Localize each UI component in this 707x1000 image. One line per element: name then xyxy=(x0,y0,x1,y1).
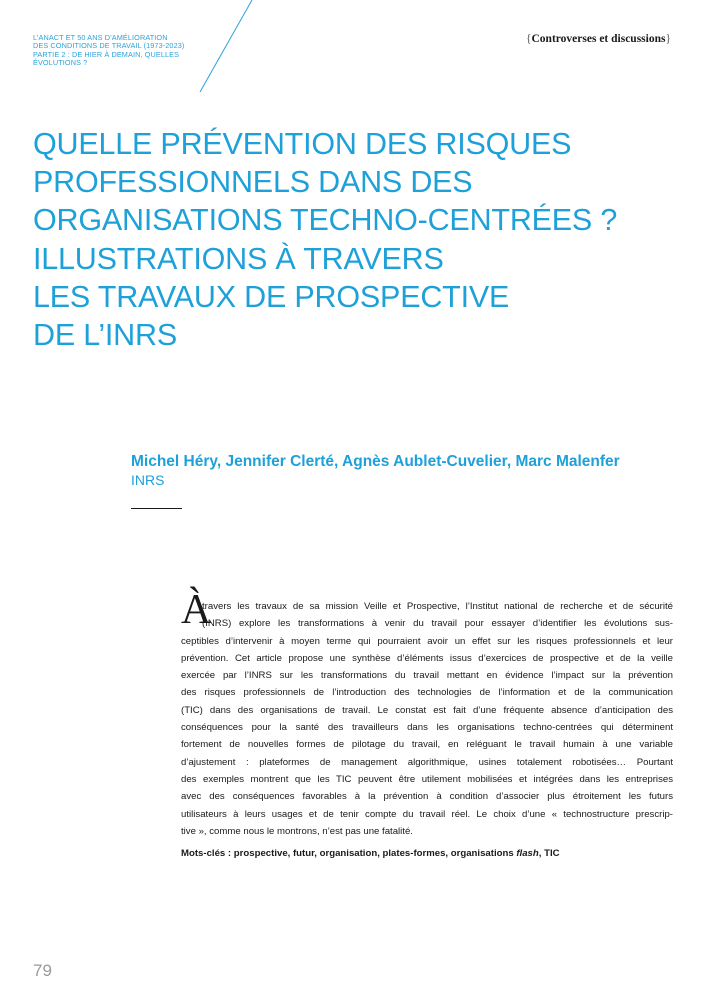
brace-close: } xyxy=(665,33,671,45)
series-line: PARTIE 2 : DE HIER À DEMAIN, QUELLES xyxy=(33,49,180,59)
title-line: PROFESSIONNELS DANS DES xyxy=(33,165,473,200)
page-number: 79 xyxy=(33,961,52,980)
abstract xyxy=(181,598,673,840)
title-line: DE L’INRS xyxy=(33,318,177,353)
brace-open: { xyxy=(525,33,532,45)
abstract-line: fortement de nouvelles formes de pilotage du travail, en reléguant le travail humain à une variable xyxy=(181,739,673,751)
series-line: DES CONDITIONS DE TRAVAIL (1973-2023) xyxy=(33,41,185,51)
abstract-line: utilisateurs à leurs usages et de tenir compte du travail réel. Le choix d’une « technostructure prescrip- xyxy=(181,808,673,820)
section-label xyxy=(526,33,671,45)
author-divider xyxy=(131,508,182,509)
abstract-line: travers les travaux de sa mission Veille et Prospective, l’Institut national de recherche et de sécurité xyxy=(202,601,673,612)
article-title xyxy=(33,125,693,354)
keywords-italic: flash xyxy=(516,848,539,859)
keywords-label: Mots-clés : xyxy=(181,848,232,859)
drop-cap: À xyxy=(181,587,212,633)
keywords-list: prospective, futur, organisation, plates-formes, organisations xyxy=(233,848,514,859)
abstract-line: prévention. Cet article propose une synthèse d’éléments issus d’exercices de prospective et de la veille xyxy=(181,652,673,664)
abstract-line: conséquences pour la santé des travailleurs dans les organisations techno-centrées qui déterminent xyxy=(181,722,673,734)
title-line: ILLUSTRATIONS À TRAVERS xyxy=(33,241,444,276)
affiliation: INRS xyxy=(131,472,165,488)
abstract-line: (INRS) explore les transformations à venir du travail pour essayer d’identifier les évolutions sus- xyxy=(202,618,673,630)
abstract-line: (TIC) dans des organisations de travail. Le constat est fait d’une fréquente absence d’anticipation des xyxy=(181,704,673,716)
section-label-text: Controverses et discussions xyxy=(531,33,666,45)
abstract-line: tive », comme nous le montrons, n’est pas une fatalité. xyxy=(181,825,413,837)
series-line: L’ANACT ET 50 ANS D’AMÉLIORATION xyxy=(33,33,168,42)
authors: Michel Héry, Jennifer Clerté, Agnès Aublet-Cuvelier, Marc Malenfer xyxy=(131,453,620,470)
abstract-line: avec des conséquences favorables à la prévention à condition d’associer plus étroitement les futurs xyxy=(181,791,673,803)
abstract-line: d’ajustement : plateformes de management algorithmique, usines totalement robotisées… Pourtant xyxy=(181,756,673,768)
title-line: LES TRAVAUX DE PROSPECTIVE xyxy=(33,279,510,314)
abstract-line: ceptibles d’intervenir à moyen terme qui pourraient avoir un effet sur les risques professionnels et leur xyxy=(181,635,673,647)
abstract-line: des risques professionnels de l’introduction des technologies de l’information et de la communication xyxy=(181,687,673,699)
title-line: ORGANISATIONS TECHNO-CENTRÉES ? xyxy=(33,203,618,238)
keywords-tail: , TIC xyxy=(538,848,560,859)
title-line: QUELLE PRÉVENTION DES RISQUES xyxy=(33,127,572,161)
abstract-line: des exemples montrent que les TIC peuvent être utilement mobilisées et intégrées dans les entreprises xyxy=(181,773,673,785)
keywords xyxy=(181,848,560,859)
series-line: ÉVOLUTIONS ? xyxy=(33,58,88,68)
abstract-line: exercée par l’INRS sur les transformations du travail mettant en évidence l’impact sur la prévention xyxy=(181,670,673,682)
